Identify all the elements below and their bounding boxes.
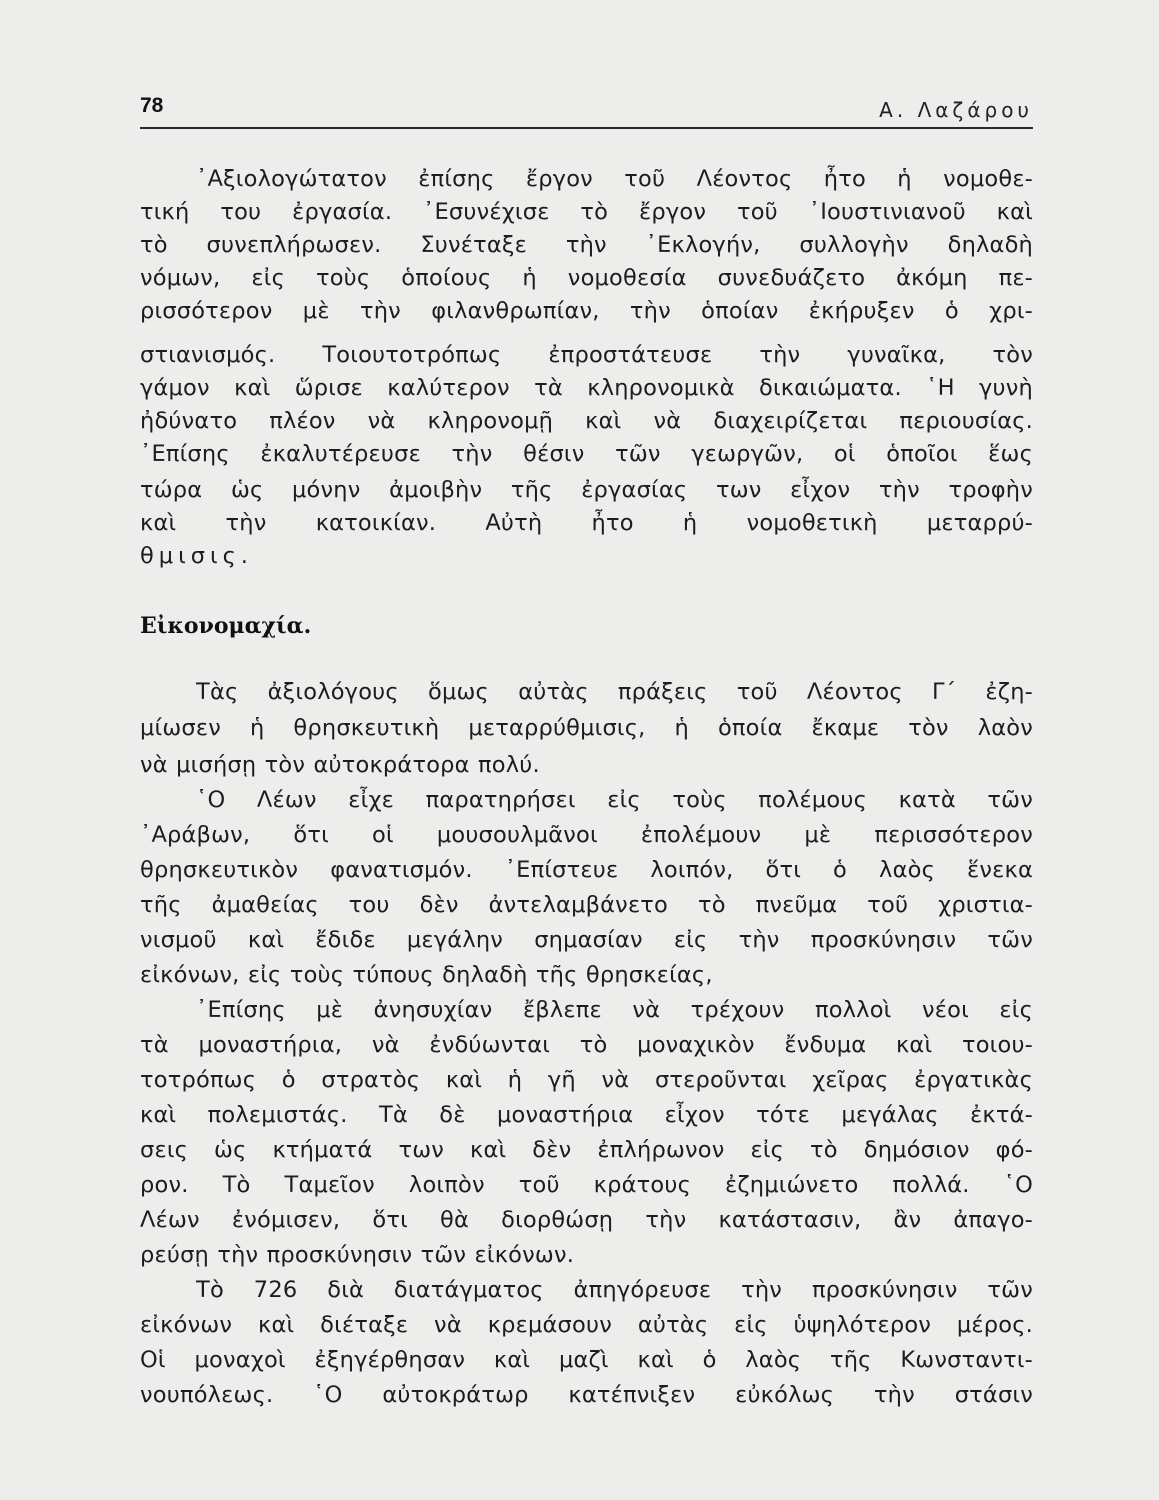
text-line: νόμων, εἰς τοὺς ὁποίους ἡ νομοθεσία συνεδυάζετο ἀκόμη πε- [140,265,1033,291]
text-line: καὶ πολεμιστάς. Τὰ δὲ μοναστήρια εἶχον τότε μεγάλας ἐκτά- [140,1102,1033,1128]
text-line: νὰ μισήσῃ τὸν αὐτοκράτορα πολύ. [140,752,540,778]
text-line: τοτρόπως ὁ στρατὸς καὶ ἡ γῆ νὰ στεροῦνται χεῖρας ἐργατικὰς [140,1067,1033,1093]
text-line: εἰκόνων, εἰς τοὺς τύπους δηλαδὴ τῆς θρησκείας, [140,962,713,988]
text-line: ᾿Αράβων, ὅτι οἱ μουσουλμᾶνοι ἐπολέμουν μὲ περισσότερον [140,822,1033,848]
text-line: ᾿Αξιολογώτατον ἐπίσης ἔργον τοῦ Λέοντος ἦτο ἡ νομοθε- [196,166,1033,192]
text-line: ῾Ο Λέων εἶχε παρατηρήσει εἰς τοὺς πολέμους κατὰ τῶν [196,787,1033,813]
text-line: νουπόλεως. ῾Ο αὐτοκράτωρ κατέπνιξεν εὐκόλως τὴν στάσιν [140,1382,1033,1408]
page-header [140,92,1033,128]
text-line: Οἱ μοναχοὶ ἐξηγέρθησαν καὶ μαζὶ καὶ ὁ λαὸς τῆς Κωνσταντι- [140,1347,1033,1373]
text-line: Τὰς ἀξιολόγους ὅμως αὐτὰς πράξεις τοῦ Λέοντος Γ΄ ἐζη- [196,679,1033,705]
text-line: σεις ὡς κτήματά των καὶ δὲν ἐπλήρωνον εἰς τὸ δημόσιον φό- [140,1137,1033,1163]
text-line: νισμοῦ καὶ ἔδιδε μεγάλην σημασίαν εἰς τὴν προσκύνησιν τῶν [140,927,1033,953]
text-line: ᾿Επίσης ἐκαλυτέρευσε τὴν θέσιν τῶν γεωργῶν, οἱ ὁποῖοι ἕως [140,441,1033,467]
text-line: ρεύσῃ τὴν προσκύνησιν τῶν εἰκόνων. [140,1242,575,1268]
text-line: ἠδύνατο πλέον νὰ κληρονομῇ καὶ νὰ διαχειρίζεται περιουσίας. [140,408,1033,434]
text-line: καὶ τὴν κατοικίαν. Αὐτὴ ἦτο ἡ νομοθετικὴ μεταρρύ- [140,510,1033,536]
text-line: Τὸ 726 διὰ διατάγματος ἀπηγόρευσε τὴν προσκύνησιν τῶν [196,1277,1033,1303]
text-line: στιανισμός. Τοιουτοτρόπως ἐπροστάτευσε τὴν γυναῖκα, τὸν [140,342,1033,368]
page-number: 78 [140,94,164,117]
section-heading: Εἰκονομαχία. [140,613,312,639]
text-line: εἰκόνων καὶ διέταξε νὰ κρεμάσουν αὐτὰς εἰς ὑψηλότερον μέρος. [140,1312,1033,1338]
text-line: ρον. Τὸ Ταμεῖον λοιπὸν τοῦ κράτους ἐζημιώνετο πολλά. ῾Ο [140,1172,1033,1198]
text-line: τώρα ὡς μόνην ἀμοιβὴν τῆς ἐργασίας των εἶχον τὴν τροφὴν [140,477,1033,503]
text-line: μίωσεν ἡ θρησκευτικὴ μεταρρύθμισις, ἡ ὁποία ἔκαμε τὸν λαὸν [140,715,1033,741]
text-line: τὸ συνεπλήρωσεν. Συνέταξε τὴν ᾿Εκλογήν, συλλογὴν δηλαδὴ [140,232,1033,258]
header-rule [140,127,1033,129]
text-line: θμισις. [140,543,253,569]
text-line: τὰ μοναστήρια, νὰ ἐνδύωνται τὸ μοναχικὸν ἔνδυμα καὶ τοιου- [140,1032,1033,1058]
text-line: τική του ἐργασία. ᾿Εσυνέχισε τὸ ἔργον τοῦ ᾿Ιουστινιανοῦ καὶ [140,199,1033,225]
text-line: Λέων ἐνόμισεν, ὅτι θὰ διορθώσῃ τὴν κατάστασιν, ἂν ἀπαγο- [140,1207,1033,1233]
text-line: θρησκευτικὸν φανατισμόν. ᾿Επίστευε λοιπόν, ὅτι ὁ λαὸς ἕνεκα [140,857,1033,883]
text-line: γάμον καὶ ὥρισε καλύτερον τὰ κληρονομικὰ δικαιώματα. ῾Η γυνὴ [140,375,1033,401]
running-head: Α. Λαζάρου [879,98,1033,122]
text-line: ᾿Επίσης μὲ ἀνησυχίαν ἔβλεπε νὰ τρέχουν πολλοὶ νέοι εἰς [196,997,1033,1023]
text-line: ρισσότερον μὲ τὴν φιλανθρωπίαν, τὴν ὁποίαν ἐκήρυξεν ὁ χρι- [140,298,1033,324]
text-line: τῆς ἀμαθείας του δὲν ἀντελαμβάνετο τὸ πνεῦμα τοῦ χριστια- [140,892,1033,918]
